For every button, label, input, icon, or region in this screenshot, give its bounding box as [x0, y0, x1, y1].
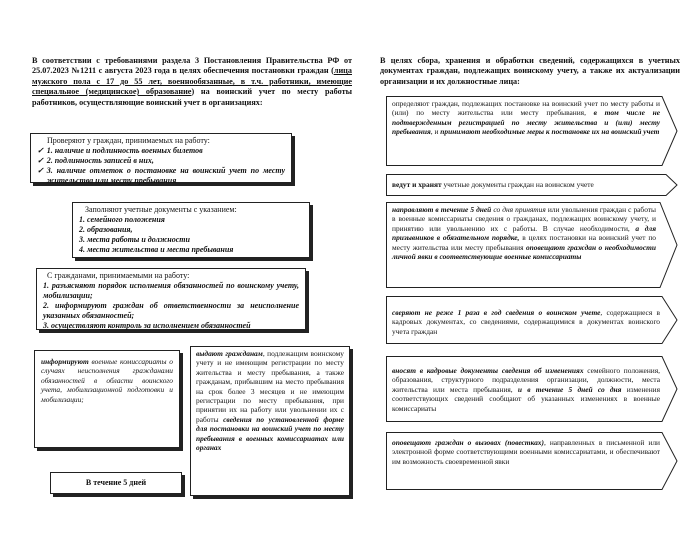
intro-text-1: В соответствии с требованиями раздела 3 Постановления Правительства РФ от 25.07.2023 №1211 с августа 2023 года в целях обеспечения постановки граждан (: [32, 56, 352, 76]
check-item: ✓ 2. подлинность записей в них,: [37, 156, 154, 165]
issue-text: , подлежащим воинскому учету и не имеющим регистрации по месту жительства и месту пребывания, а также гражданам, прибывшим на место пребывания на срок более 3 месяцев и не имеющим регистрации по месту пребывания, при принятии их на работу или увольнении их с работы: [196, 349, 344, 424]
arrow-text-1: определяют граждан, подлежащих постановке на воинский учет по месту работы и (или) по месту жительства или месту пребывания, в том числе не подтвержденным регистрацией по месту жительства и (или) месту пребывания, и принимают необходимые меры к постановке их на воинский учет: [392, 99, 660, 137]
arrow-text-2: ведут и хранят учетные документы граждан на воинском учете: [392, 180, 594, 189]
inform-box: [34, 350, 180, 448]
arrow-box-5: [386, 356, 678, 422]
check-box: [30, 133, 292, 183]
check-box-heading: Проверяют у граждан, принимаемых на работу:: [47, 136, 210, 145]
right-title: В целях сбора, хранения и обработки сведений, содержащихся в учетных документах граждан, подлежащих воинскому учету, а также их актуализации организации и их должностные лица:: [380, 56, 680, 86]
intro-paragraph: [32, 56, 352, 108]
citizens-box-heading: С гражданами, принимаемыми на работу:: [47, 271, 190, 280]
issue-box: [190, 346, 350, 496]
checkmark-icon: ✓: [37, 146, 44, 155]
arrow-text-5: вносят в кадровые документы сведения об изменениях семейного положения, образования, структурного подразделения организации, должности, места жительства или места пребывания, и в течение 5 дней со дня изменения соответствующих сведений сообщают об указанных изменениях в военные комиссариаты: [392, 366, 660, 413]
arrow-text-4: сверяют не реже 1 раза в год сведения о воинском учете, содержащиеся в кадровых документах, со сведениями, содержащимися в документах воинского учета граждан: [392, 308, 660, 336]
five-days-box: [50, 472, 182, 494]
arrow-box-1: [386, 96, 678, 166]
fill-box-heading: Заполняют учетные документы с указанием:: [85, 205, 237, 214]
arrow-text-6: оповещают граждан о вызовах (повестках), направленных в письменной или электронной форме соответствующими военными комиссариатами, и обеспечивают им возможность своевременной явки: [392, 438, 660, 466]
issue-bold-text: сведения по установленной форме для постановки на воинский учет по месту пребывания в военных комиссариатах или органах: [196, 414, 344, 453]
checkmark-icon: ✓: [37, 166, 44, 175]
intro-text-2: ) на воинский учет по месту работы работников, осуществляющие воинский учет в организациях:: [32, 87, 352, 107]
arrow-box-4: [386, 296, 678, 344]
fill-item: 4. места жительства и места пребывания: [79, 245, 234, 254]
checkmark-icon: ✓: [37, 156, 44, 165]
arrow-box-2: [386, 174, 678, 196]
fill-box: [72, 202, 310, 258]
citizens-item: 2. информируют граждан об ответственности за неисполнение указанных обязанностей;: [43, 301, 299, 320]
citizens-box: [36, 268, 306, 330]
check-item: ✓ 3. наличие отметок о постановке на воинский учет по месту жительства или месту пребывания: [37, 166, 285, 185]
citizens-item: 3. осуществляют контроль за исполнением обязанностей: [43, 321, 251, 330]
inform-text: военные комиссариаты о случаях неисполнения гражданами обязанностей в области воинского учета, мобилизационной подготовки и мобилизации;: [41, 357, 173, 404]
arrow-box-3: [386, 202, 678, 288]
intro-underlined: лица мужского пола с 17 до 55 лет, военнообязанные, в т.ч. работники, имеющие специальное (медицинское) образование: [32, 66, 352, 97]
fill-item: 2. образования,: [79, 225, 133, 234]
arrow-box-6: [386, 432, 678, 490]
inform-lead: информируют: [41, 357, 89, 366]
fill-item: 3. места работы и должности: [79, 235, 190, 244]
arrow-text-3: направляют в течение 5 дней со дня принятия или увольнения граждан с работы в военные комиссариаты сведения о гражданах, подлежащих воинскому учету, и принятию или увольнению их с работы. В случае необходимости, а для призывников в обязательном порядке, в целях постановки на воинский учет по месту жительства или месту пребывания оповещают граждан о необходимости личной явки в соответствующие военные комиссариаты: [392, 205, 657, 262]
issue-lead: выдают гражданам: [196, 349, 263, 358]
check-item: ✓ 1. наличие и подлинность военных билетов: [37, 146, 203, 155]
fill-item: 1. семейного положения: [79, 215, 165, 224]
citizens-item: 1. разъясняют порядок исполнения обязанностей по воинскому учету, мобилизации;: [43, 281, 299, 300]
five-days-label: В течение 5 дней: [85, 478, 147, 487]
